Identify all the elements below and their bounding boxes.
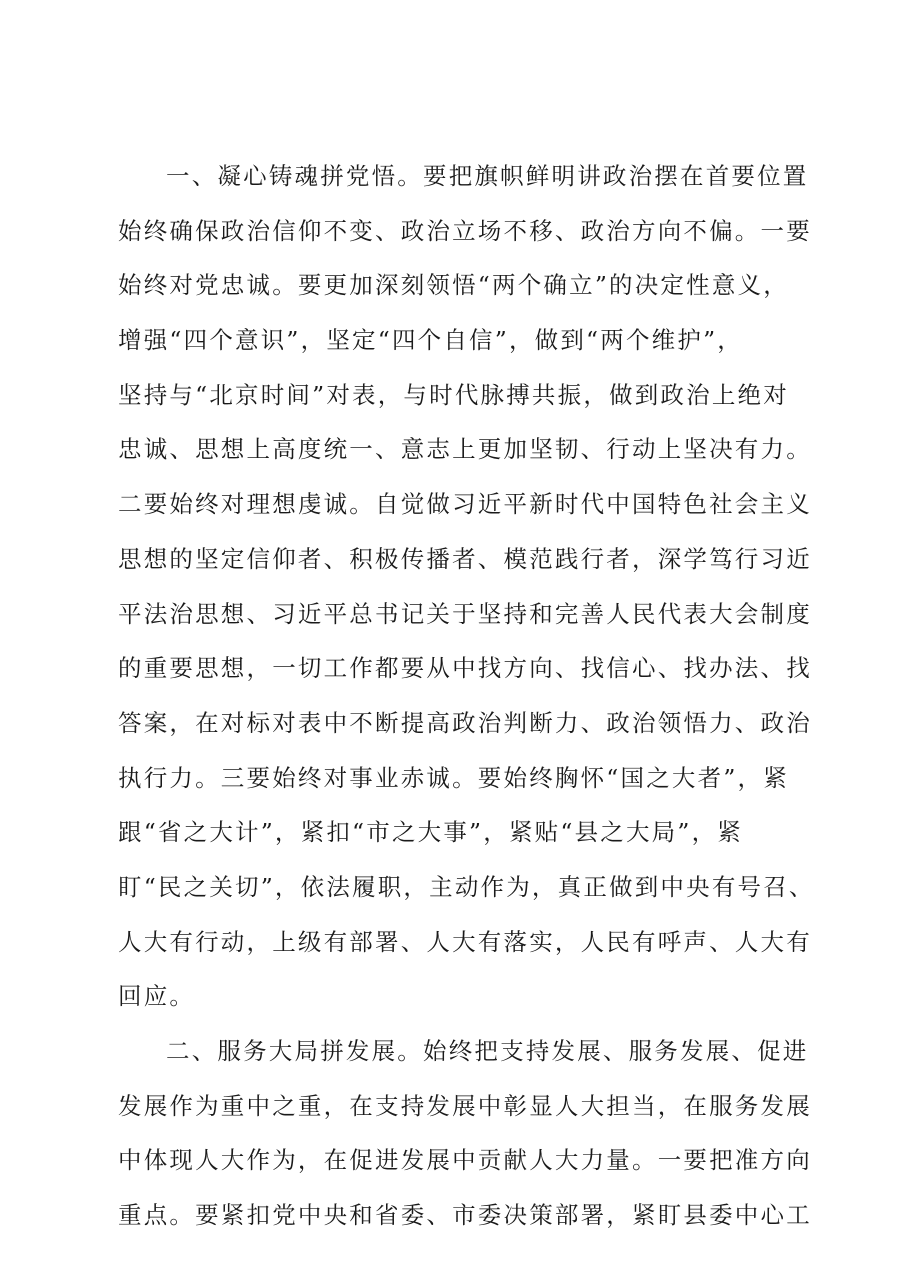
text-line: 始终确保政治信仰不变、政治立场不移、政治方向不偏。一要	[118, 216, 812, 245]
text-line: 发展作为重中之重，在支持发展中彰显人大担当，在服务发展	[118, 1091, 812, 1120]
text-line: 始终对党忠诚。要更加深刻领悟“两个确立”的决定性意义，	[118, 271, 789, 300]
text-line: 人大有行动，上级有部署、人大有落实，人民有呼声、人大有	[118, 927, 812, 956]
text-line: 执行力。三要始终对事业赤诚。要始终胸怀“国之大者”，紧	[118, 763, 789, 792]
text-line: 中体现人大作为，在促进发展中贡献人大力量。一要把准方向	[118, 1146, 812, 1175]
text-line: 答案，在对标对表中不断提高政治判断力、政治领悟力、政治	[118, 708, 812, 737]
text-line: 的重要思想，一切工作都要从中找方向、找信心、找办法、找	[118, 654, 812, 683]
text-line: 回应。	[118, 982, 196, 1011]
text-line: 增强“四个意识”，坚定“四个自信”，做到“两个维护”，	[118, 326, 743, 355]
text-line: 坚持与“北京时间”对表，与时代脉搏共振，做到政治上绝对	[118, 380, 789, 409]
text-line: 盯“民之关切”，依法履职，主动作为，真正做到中央有号召、	[118, 872, 815, 901]
text-line: 重点。要紧扣党中央和省委、市委决策部署，紧盯县委中心工	[118, 1201, 812, 1230]
text-line: 跟“省之大计”，紧扣“市之大事”，紧贴“县之大局”，紧	[118, 818, 743, 847]
text-line: 平法治思想、习近平总书记关于坚持和完善人民代表大会制度	[118, 599, 812, 628]
text-line: 一、凝心铸魂拼党悟。要把旗帜鲜明讲政治摆在首要位置	[166, 162, 809, 190]
document-body	[118, 149, 818, 1243]
text-line: 二、服务大局拼发展。始终把支持发展、服务发展、促进	[166, 1037, 809, 1065]
text-line: 思想的坚定信仰者、积极传播者、模范践行者，深学笃行习近	[118, 544, 812, 573]
text-line: 忠诚、思想上高度统一、意志上更加坚韧、行动上坚决有力。	[118, 435, 812, 464]
text-line: 二要始终对理想虔诚。自觉做习近平新时代中国特色社会主义	[118, 490, 812, 519]
